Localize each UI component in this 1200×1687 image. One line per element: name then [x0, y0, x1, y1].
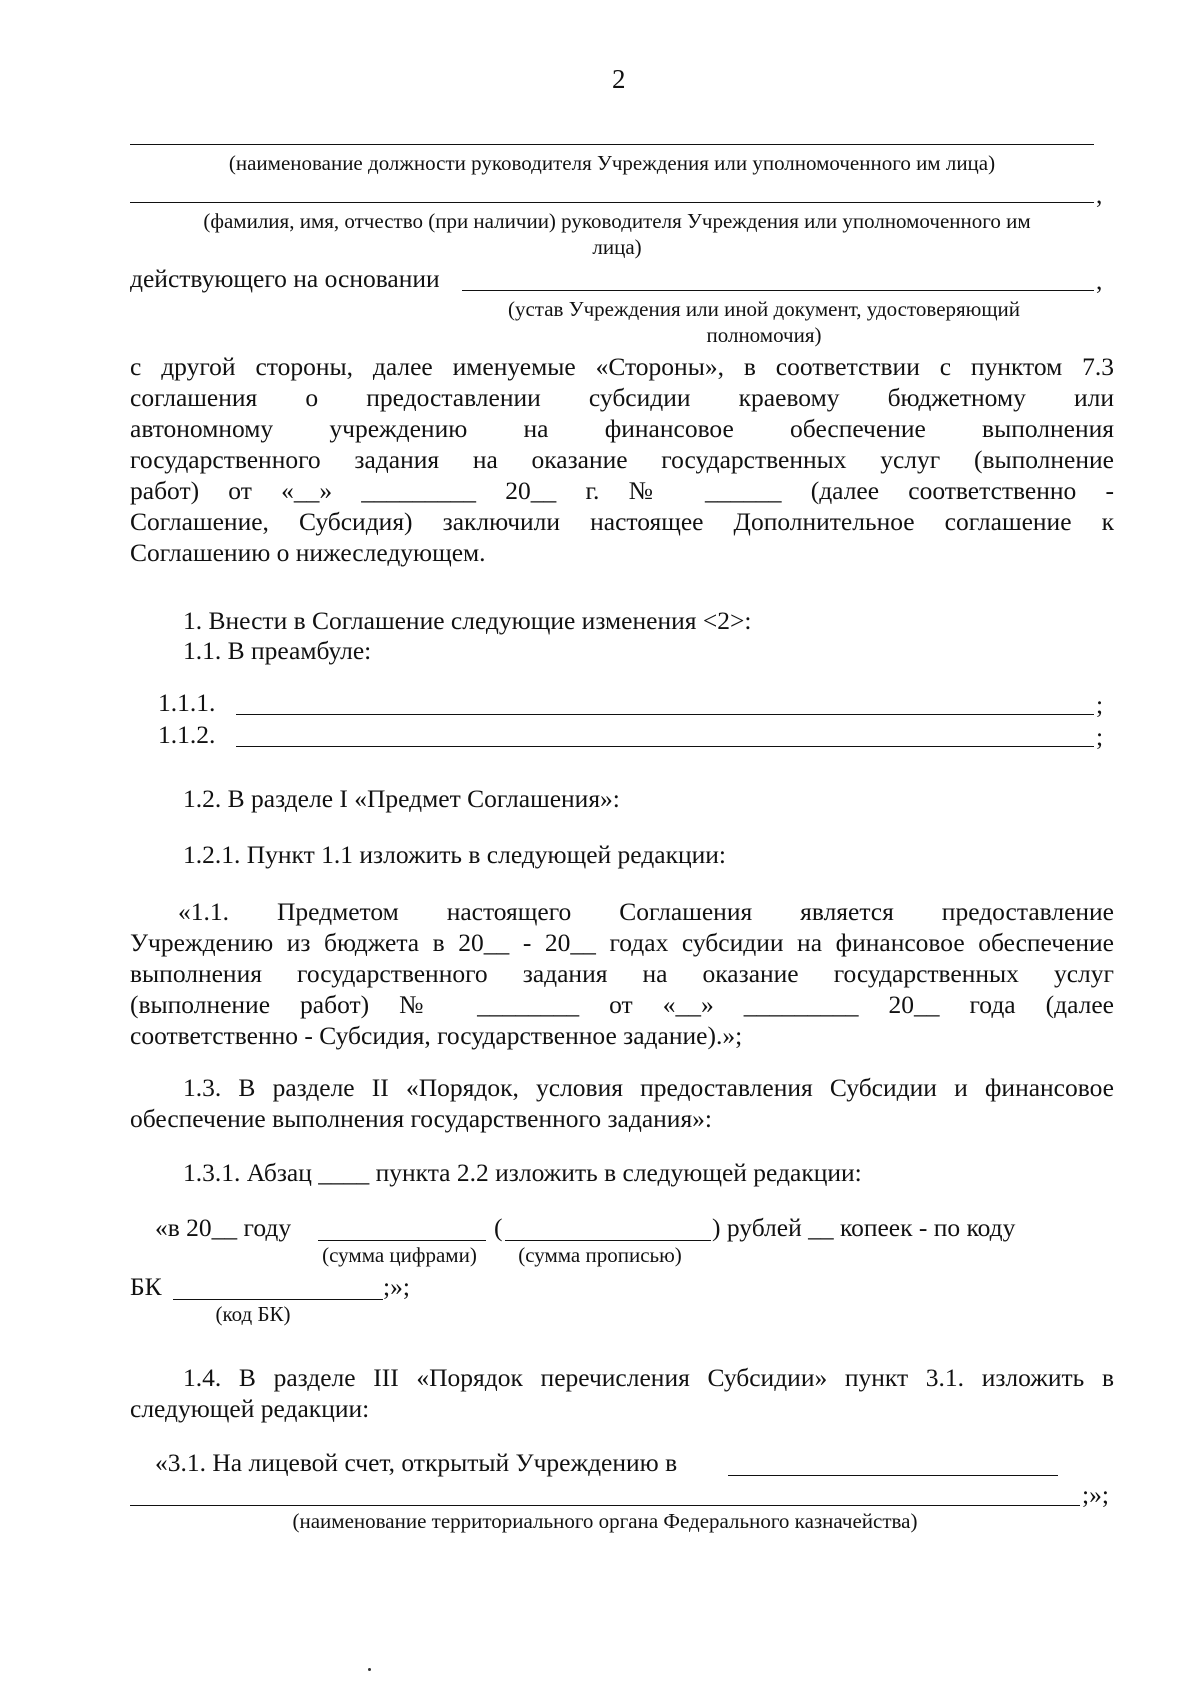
caption-fio-line2: лица) — [592, 235, 642, 259]
item-1-4-line: следующей редакции: — [130, 1394, 370, 1423]
bk-label: БК — [130, 1272, 162, 1301]
item-1-1-1-semicolon: ; — [1096, 690, 1104, 719]
caption-position: (наименование должности руководителя Учреждения или уполномоченного им лица) — [228, 151, 996, 175]
item-1-1-2: 1.1.2. — [158, 720, 216, 749]
caption-amount-digits: (сумма цифрами) — [322, 1243, 477, 1267]
item-1-1-2-semicolon: ; — [1096, 722, 1104, 751]
preamble-line: автономному учреждению на финансовое обеспечение выполнения — [130, 414, 1114, 443]
basis-blank-line — [462, 290, 1094, 291]
quote-3-1: «3.1. На лицевой счет, открытый Учреждению в — [155, 1448, 678, 1477]
treasury-blank-2 — [130, 1505, 1080, 1506]
caption-bk: (код БК) — [215, 1302, 291, 1326]
item-1-2-1: 1.2.1. Пункт 1.1 изложить в следующей редакции: — [183, 840, 726, 869]
item-1-1-1: 1.1.1. — [158, 688, 216, 717]
basis-comma: , — [1096, 266, 1103, 295]
amount-digits-blank — [318, 1240, 486, 1241]
acting-label: действующего на основании — [130, 264, 440, 293]
amount-prefix: «в 20__ году — [155, 1213, 292, 1242]
preamble-line: Соглашению о нижеследующем. — [130, 538, 486, 567]
item-1-4-paragraph — [130, 1362, 1114, 1424]
page-number: 2 — [612, 64, 626, 94]
amount-words-blank — [505, 1240, 711, 1241]
caption-treasury: (наименование территориального органа Федерального казначейства) — [292, 1509, 918, 1533]
amount-suffix: ) рублей __ копеек - по коду — [712, 1213, 1016, 1242]
item-1-3-line: 1.3. В разделе II «Порядок, условия предоставления Субсидии и финансовое — [183, 1073, 1114, 1102]
preamble-line: работ) от «__» _________ 20__ г. № ______ (далее соответственно - — [130, 476, 1114, 505]
bk-blank — [173, 1299, 383, 1300]
caption-fio-line1: (фамилия, имя, отчество (при наличии) руководителя Учреждения или уполномоченного им — [203, 209, 1031, 233]
item-1-1: 1.1. В преамбуле: — [183, 636, 372, 665]
quote-1-1-paragraph — [130, 896, 1114, 1051]
preamble-line: соглашения о предоставлении субсидии краевому бюджетному или — [130, 383, 1114, 412]
quote-3-1-end: ;»; — [1082, 1480, 1109, 1509]
item-1-1-1-blank — [236, 714, 1094, 715]
item-1-3-1: 1.3.1. Абзац ____ пункта 2.2 изложить в следующей редакции: — [183, 1158, 862, 1187]
item-1: 1. Внести в Соглашение следующие изменения <2>: — [183, 606, 752, 635]
bk-end: ;»; — [383, 1272, 410, 1301]
quote-line: «1.1. Предметом настоящего Соглашения является предоставление — [178, 897, 1114, 926]
caption-amount-words: (сумма прописью) — [518, 1243, 682, 1267]
amount-open-paren: ( — [494, 1213, 503, 1242]
preamble-line: Соглашение, Субсидия) заключили настоящее Дополнительное соглашение к — [130, 507, 1114, 536]
item-1-4-line: 1.4. В разделе III «Порядок перечисления Субсидии» пункт 3.1. изложить в — [183, 1363, 1114, 1392]
fio-comma: , — [1096, 180, 1103, 209]
position-blank-line — [130, 144, 1094, 145]
item-1-2: 1.2. В разделе I «Предмет Соглашения»: — [183, 784, 620, 813]
preamble-line: государственного задания на оказание государственных услуг (выполнение — [130, 445, 1114, 474]
preamble-paragraph — [130, 351, 1114, 568]
quote-line: (выполнение работ) № ________ от «__» _________ 20__ года (далее — [130, 990, 1114, 1019]
caption-basis-line2: полномочия) — [706, 323, 822, 347]
item-1-3-paragraph — [130, 1072, 1114, 1134]
scan-speck — [368, 1668, 371, 1671]
treasury-blank-1 — [728, 1475, 1058, 1476]
item-1-3-line: обеспечение выполнения государственного задания»: — [130, 1104, 713, 1133]
quote-line: соответственно - Субсидия, государственное задание).»; — [130, 1021, 743, 1050]
quote-line: выполнения государственного задания на оказание государственных услуг — [130, 959, 1114, 988]
fio-blank-line — [130, 202, 1094, 203]
quote-line: Учреждению из бюджета в 20__ - 20__ годах субсидии на финансовое обеспечение — [130, 928, 1114, 957]
preamble-line: с другой стороны, далее именуемые «Стороны», в соответствии с пунктом 7.3 — [130, 352, 1114, 381]
item-1-1-2-blank — [236, 746, 1094, 747]
caption-basis-line1: (устав Учреждения или иной документ, удостоверяющий — [507, 297, 1021, 321]
